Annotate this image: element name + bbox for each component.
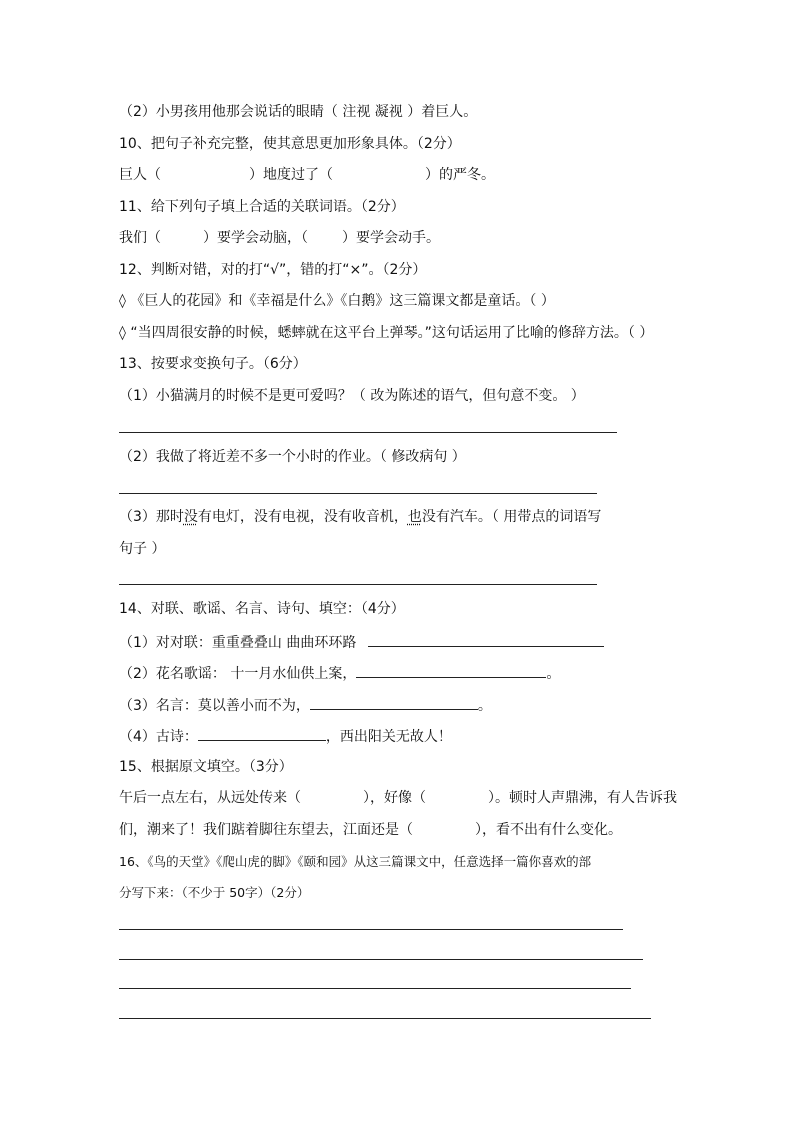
q10-text-3: ）的严冬。 — [425, 167, 495, 183]
q11-text-1: 我们（ — [119, 230, 161, 246]
q12-item-a: ◊ 《巨人的花园》和《幸福是什么》《白鹅》这三篇课文都是童话。（ ） — [119, 293, 555, 309]
q10-title: 10、把句子补充完整，使其意思更加形象具体。（2分） — [119, 136, 461, 152]
q13-item-3 — [119, 508, 601, 526]
q13-3-text-3: 没有汽车。（ 用带点的词语写 — [421, 509, 602, 525]
q14-4-end: ，西出阳关无故人！ — [325, 729, 452, 745]
q14-1-blank[interactable] — [368, 632, 604, 647]
q13-item-3-cont: 句子 ） — [119, 541, 166, 557]
q15-1-text-3: ）。顿时人声鼎沸，有人告诉我 — [488, 790, 677, 806]
q13-title: 13、按要求变换句子。（6分） — [119, 356, 307, 372]
q10-sentence — [119, 166, 495, 184]
q12-item-b: ◊ “当四周很安静的时候，蟋蟀就在这平台上弹琴。”这句话运用了比喻的修辞方法。（ ） — [119, 325, 654, 341]
q14-2-text: （2）花名歌谣： 十一月水仙供上案， — [119, 666, 357, 682]
q14-3-blank[interactable] — [310, 695, 478, 710]
q11-text-3: ）要学会动手。 — [342, 230, 440, 246]
q16-answer-line-1[interactable] — [119, 929, 623, 930]
q9-item-2: （2）小男孩用他那会说话的眼睛（ 注视 凝视 ）着巨人。 — [119, 104, 478, 120]
q14-2-end: 。 — [546, 666, 561, 682]
q14-item-3 — [119, 695, 492, 715]
q12-title: 12、判断对错，对的打“√”，错的打“×”。（2分） — [119, 262, 427, 278]
q16-answer-line-4[interactable] — [119, 1018, 651, 1019]
q13-answer-line-3[interactable] — [119, 584, 597, 585]
q13-3-dotted-word-2: 也 — [407, 509, 422, 525]
q15-title: 15、根据原文填空。（3分） — [119, 759, 293, 775]
q13-item-1: （1）小猫满月的时候不是更可爱吗？（ 改为陈述的语气，但句意不变。 ） — [119, 388, 585, 404]
q16-answer-line-2[interactable] — [119, 959, 643, 960]
q10-text-2: ）地度过了（ — [249, 167, 333, 183]
q14-2-blank[interactable] — [356, 663, 546, 678]
q14-item-1 — [119, 632, 604, 652]
q13-answer-line-1[interactable] — [119, 432, 617, 433]
q14-4-text: （4）古诗： — [119, 729, 198, 745]
q14-item-2 — [119, 663, 560, 683]
q14-4-blank[interactable] — [198, 726, 326, 741]
q15-1-text-1: 午后一点左右，从远处传来（ — [119, 790, 301, 806]
q15-2-text-2: ），看不出有什么变化。 — [475, 822, 622, 838]
q13-item-2: （2）我做了将近差不多一个小时的作业。（ 修改病句 ） — [119, 449, 466, 465]
q15-line-1 — [119, 789, 677, 807]
q11-sentence — [119, 229, 440, 247]
q14-1-text: （1）对对联：重重叠叠山 曲曲环环路 — [119, 635, 357, 651]
q11-text-2: ）要学会动脑，（ — [203, 230, 308, 246]
q16-title-cont: 分写下来：（不少于 50字）（2分） — [119, 885, 310, 900]
q14-title: 14、对联、歌谣、名言、诗句、填空：（4分） — [119, 601, 405, 617]
q13-3-dotted-word-1: 没 — [183, 509, 198, 525]
q14-item-4 — [119, 726, 452, 746]
q15-1-text-2: ），好像（ — [363, 790, 426, 806]
q11-title: 11、给下列句子填上合适的关联词语。（2分） — [119, 199, 405, 215]
q15-line-2 — [119, 821, 622, 839]
q13-3-text-2: 有电灯，没有电视，没有收音机， — [197, 509, 408, 525]
q15-2-text-1: 们，潮来了！我们踮着脚往东望去，江面还是（ — [119, 822, 413, 838]
q14-3-text: （3）名言：莫以善小而不为， — [119, 698, 310, 714]
q13-3-text-1: （3）那时 — [119, 509, 184, 525]
q13-answer-line-2[interactable] — [119, 493, 597, 494]
q16-answer-line-3[interactable] — [119, 988, 631, 989]
q14-3-end: 。 — [477, 698, 492, 714]
q10-text-1: 巨人（ — [119, 167, 161, 183]
q16-title: 16、《鸟的天堂》《爬山虎的脚》《颐和园》从这三篇课文中，任意选择一篇你喜欢的部 — [119, 854, 592, 869]
